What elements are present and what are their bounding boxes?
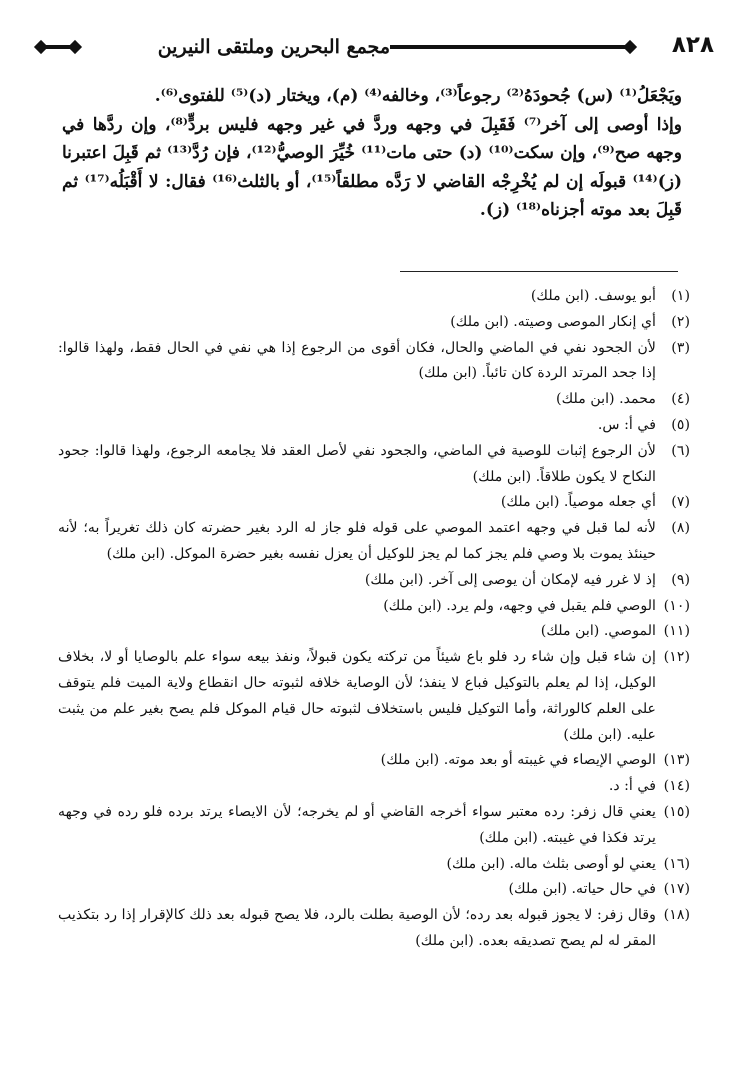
footnote-number: (٩) — [671, 571, 690, 588]
footnote-text: في حال حياته. (ابن ملك) — [508, 881, 656, 898]
footnote — [58, 490, 690, 516]
footnote-text: أبو يوسف. (ابن ملك) — [530, 288, 656, 304]
footnote-number: (١٣) — [663, 752, 690, 769]
footnote-number: (١٥) — [663, 803, 690, 820]
footnote-number: (٢) — [671, 313, 690, 330]
footnote — [58, 903, 690, 955]
footnotes — [58, 284, 690, 955]
main-paragraph: وإذا أوصى إلى آخر⁽⁷⁾ فَقَبِلَ في وجهه وردَّ في غير وجهه فليس بردٍّ⁽⁸⁾، وإن ردَّها في وجهه صح⁽⁹⁾، وإن سكت⁽¹⁰⁾ (د) حتى مات⁽¹¹⁾ خُيِّرَ الوصيُّ⁽¹²⁾، فإن رُدَّ⁽¹³⁾ ثم قَبِلَ اعتبرنا (ز)⁽¹⁴⁾ قبولَه إن لم يُخْرِجْه القاضي لا رَدَّه مطلقاً⁽¹⁵⁾، أو بالثلث⁽¹⁶⁾ فقال: لا أَقْبَلُه⁽¹⁷⁾ ثم قَبِلَ بعد موته أجزناه⁽¹⁸⁾ (ز). — [62, 114, 683, 220]
footnote — [58, 877, 690, 903]
footnote-text: أي إنكار الموصى وصيته. (ابن ملك) — [450, 313, 656, 330]
footnote-text: في أ: س. — [597, 416, 656, 433]
footnote — [58, 284, 690, 310]
footnote — [58, 852, 690, 878]
footnote — [58, 439, 690, 491]
footnote — [58, 310, 690, 336]
running-title: مجمع البحرين وملتقى النيرين — [157, 36, 390, 58]
footnote — [58, 774, 690, 800]
footnote-text: وقال زفر: لا يجوز قبوله بعد رده؛ لأن الوصية بطلت بالرد، فلا يصح قبوله بعد ذلك كالإقرار إذا رد بتكذيب المقر له لم يصح تصديقه بعده. (ابن ملك) — [58, 907, 656, 949]
footnote-text: محمد. (ابن ملك) — [556, 391, 656, 408]
footnote — [58, 800, 690, 852]
header-rule-left — [44, 45, 72, 49]
footnote-number: (١٢) — [663, 649, 690, 666]
footnote-text: في أ: د. — [608, 778, 656, 795]
footnote-number: (٥) — [671, 416, 690, 433]
footnote — [58, 336, 690, 388]
footnote-text: لأن الجحود نفي في الماضي والحال، فكان أقوى من الرجوع إذا هي نفي في الحال فقط، ولهذا قالوا: إذا جحد المرتد الردة كان تائباً. (ابن ملك) — [58, 339, 656, 382]
footnote — [58, 568, 690, 594]
footnote-text: لأن الرجوع إثبات للوصية في الماضي، والجحود نفي لأصل العقد فلا يجامعه الرجوع، ولهذا قالوا: جحود النكاح لا يكون طلاقاً. (ابن ملك) — [58, 442, 656, 485]
footnote-number: (٧) — [671, 494, 690, 511]
footnote — [58, 594, 690, 620]
footnote-text: يعني قال زفر: رده معتبر سواء أخرجه القاضي أو لم يخرجه؛ لأن الايصاء يرتد برده فلو رده في وجهه يرتد فكذا في غيبته. (ابن ملك) — [58, 803, 656, 846]
footnote-text: إن شاء قبل وإن شاء رد فلو باع شيئاً من تركته يكون قبولاً، ونفذ بيعه سواء علم بالوصايا أو لا، بخلاف الوكيل، إذا لم يعلم بالتوكيل فباع لا ينفذ؛ لأن الوصاية خلافه لثبوته حال انقطاع ولاية الميت فلم يتوقف على العلم كالوراثة، وأما التوكيل فليس باستخلاف لثبوته حال قيام الموكل فلم يصح بغير علم من يثبت عليه. (ابن ملك) — [58, 649, 656, 743]
running-header — [30, 30, 720, 64]
footnote — [58, 387, 690, 413]
footnote-text: إذ لا غرر فيه لإمكان أن يوصى إلى آخر. (ابن ملك) — [364, 571, 656, 588]
footnote — [58, 413, 690, 439]
footnote-number: (١٨) — [663, 907, 690, 924]
footnote-text: الوصي الإيصاء في غيبته أو بعد موته. (ابن ملك) — [380, 752, 656, 769]
page-number: ٨٢٨ — [671, 32, 714, 58]
footnote-number: (٣) — [671, 339, 690, 356]
footnote — [58, 645, 690, 748]
footnote-text: يعني لو أوصى بثلث ماله. (ابن ملك) — [446, 855, 656, 872]
footnote-number: (١٠) — [663, 597, 690, 614]
footnote-text: لأنه لما قبل في وجهه اعتمد الموصي على قوله فلو جاز له الرد بغير حضرته كان ذلك تغريراً به؛ لأنه حينئذ يموت بلا وصي فلم يجز كما لم يجز للوكيل أن يعزل نفسه بغير حضرة الموكل. (ابن ملك) — [58, 520, 656, 562]
footnote — [58, 516, 690, 568]
footnote-text: أي جعله موصياً. (ابن ملك) — [500, 494, 656, 511]
main-text — [62, 82, 682, 225]
footnote-number: (١٤) — [663, 778, 690, 795]
footnote-number: (٨) — [671, 520, 690, 537]
footnote-number: (١) — [671, 288, 690, 304]
footnote-number: (٦) — [671, 442, 690, 459]
footnote — [58, 748, 690, 774]
header-rule-right — [390, 45, 628, 49]
footnote — [58, 619, 690, 645]
footnote-text: الوصي فلم يقبل في وجهه، ولم يرد. (ابن ملك) — [383, 597, 656, 614]
main-paragraph: ويَجْعَلُ⁽¹⁾ (س) جُحودَهُ⁽²⁾ رجوعاً⁽³⁾، وخالفه⁽⁴⁾ (م)، ويختار (د)⁽⁵⁾ للفتوى⁽⁶⁾. — [154, 86, 682, 106]
diamond-ornament-icon — [623, 40, 637, 54]
footnote-divider — [400, 271, 678, 272]
diamond-ornament-icon — [34, 40, 48, 54]
footnote-text: الموصي. (ابن ملك) — [540, 623, 656, 640]
footnote-number: (٤) — [671, 391, 690, 408]
footnote-number: (١١) — [663, 623, 690, 640]
footnote-number: (١٦) — [663, 855, 690, 872]
footnote-number: (١٧) — [663, 881, 690, 898]
